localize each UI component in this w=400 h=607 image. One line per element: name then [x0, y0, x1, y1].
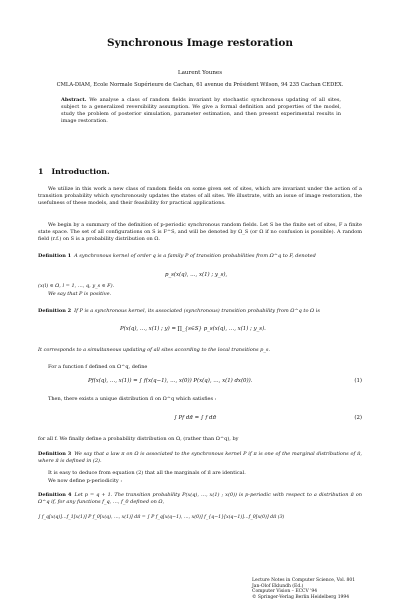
- footer-conference: Computer Vision – ECCV '94: [252, 589, 318, 595]
- definition-1-note: We say that P is positive.: [48, 291, 112, 297]
- paragraph-marginals: It is easy to deduce from equation (2) that all the marginals of π̄ are identical.: [48, 470, 246, 476]
- equation-1: Pf(x(q), …, x(1)) = ∫ f(x(q−1), …, x(0)) P(x(q), …, x(1) dx(0)).: [88, 378, 253, 384]
- paragraph-function-f: For a function f defined on Ω^q, define: [48, 364, 148, 370]
- paper-title: Synchronous Image restoration: [106, 37, 293, 49]
- abstract-text: We analyse a class of random fields invariant by stochastic synchronous updating of all sites, subject to a generalized reversibility assumption. We give a formal definition and properties of the model, study the problem of posterior simulation, parameter estimation, and then present experimental results in image restoration.: [61, 97, 341, 124]
- definition-2-equation: P(x(q), …, x(1) ; y) = ∏_{s∈S} p_s(x(q), …, x(1) ; y_s).: [120, 326, 266, 332]
- definition-1-text: A synchronous kernel of order q is a family P of transition probabilities from Ω^q to F, denoted: [74, 253, 316, 259]
- author-name: Laurent Younes: [177, 70, 223, 76]
- equation-3: ∫ f_q[x(q)]…f_1[x(1)] P f_0[x(q), …, x(1)] dπ̄ = ∫ P f_q[x(q−1), …, x(0)] f_{q−1}[x(q−1)]…f_0[x(0)] dπ̄ (3): [38, 515, 285, 520]
- publication-footer: [252, 578, 355, 600]
- definition-2-text: If P is a synchronous kernel, its associated (synchronous) transition probability from Ω^q to Ω is: [74, 308, 320, 314]
- definition-3: [38, 451, 362, 465]
- definition-2-label: Definition 2: [38, 308, 72, 314]
- paragraph-unique-distribution: Then, there exists a unique distribution π̄ on Ω^q which satisfies :: [48, 396, 217, 402]
- equation-1-number: (1): [354, 378, 362, 384]
- paragraph-for-all-f: for all f. We finally define a probability distribution on Ω, (rather than Ω^q), by: [38, 436, 239, 442]
- definition-4: [38, 492, 362, 506]
- footer-editor: Jan-Olof Eklundh (Ed.): [252, 583, 304, 589]
- author-affiliation: CMLA-DIAM, Ecole Normale Supérieure de Cachan, 61 avenue du Président Wilson, 94 235 Cachan CEDEX.: [56, 82, 344, 88]
- abstract-label: Abstract.: [61, 97, 87, 103]
- paragraph-periodicity: We now define p-periodicity :: [48, 478, 122, 484]
- footer-copyright: © Springer-Verlag Berlin Heidelberg 1994: [252, 594, 350, 600]
- definition-4-text: Let p = q + 1. The transition probability P(x(q), …, x(1) ; x(0)) is p-periodic with respect to a distribution π̄ on Ω^q if, for any functions f_q, …, f_0 defined on Ω,: [38, 492, 363, 505]
- equation-2: ∫ Pf dπ̄ = ∫ f dπ̄: [174, 415, 217, 421]
- definition-3-text: We say that a law π on Ω is associated to the synchronous kernel P if π is one of the marginal distributions of π̄, where π̄ is defined in (2).: [38, 451, 362, 464]
- section-number: 1: [38, 167, 44, 176]
- definition-3-label: Definition 3: [38, 451, 72, 457]
- definition-1-label: Definition 1: [38, 253, 72, 259]
- footer-series: Lecture Notes in Computer Science, Vol. 801: [252, 578, 356, 583]
- equation-2-number: (2): [354, 415, 362, 421]
- intro-paragraph-2: We begin by a summary of the definition of p-periodic synchronous random fields. Let S be the finite set of sites, F a finite state space. The set of all configurations on S is F^S, and will be denoted by Ω_S (or Ω if no confusion is possible). A random field (r.f.) on S is a probability distribution on Ω.: [38, 222, 362, 242]
- intro-paragraph-1: We utilize in this work a new class of random fields on some given set of sites, which are invariant under the action of a transition probability which synchronously updates the states of all sites. We illustrate, with an issue of image restoration, the usefulness of these models, and their feasibility for practical applications.: [38, 186, 362, 206]
- definition-1: [38, 253, 362, 260]
- definition-1-condition: (x(l) ∈ Ω, l = 1, …, q, y_s ∈ F).: [38, 283, 115, 289]
- abstract: [61, 97, 341, 125]
- section-heading: [38, 167, 110, 176]
- definition-2-note: It corresponds to a simultaneous updating of all sites according to the local transitions p_s.: [38, 347, 271, 353]
- definition-4-label: Definition 4: [38, 492, 72, 498]
- definition-2: [38, 308, 362, 315]
- definition-1-equation: p_s(x(q), …, x(1) ; y_s),: [165, 272, 228, 278]
- section-title: Introduction.: [51, 167, 110, 176]
